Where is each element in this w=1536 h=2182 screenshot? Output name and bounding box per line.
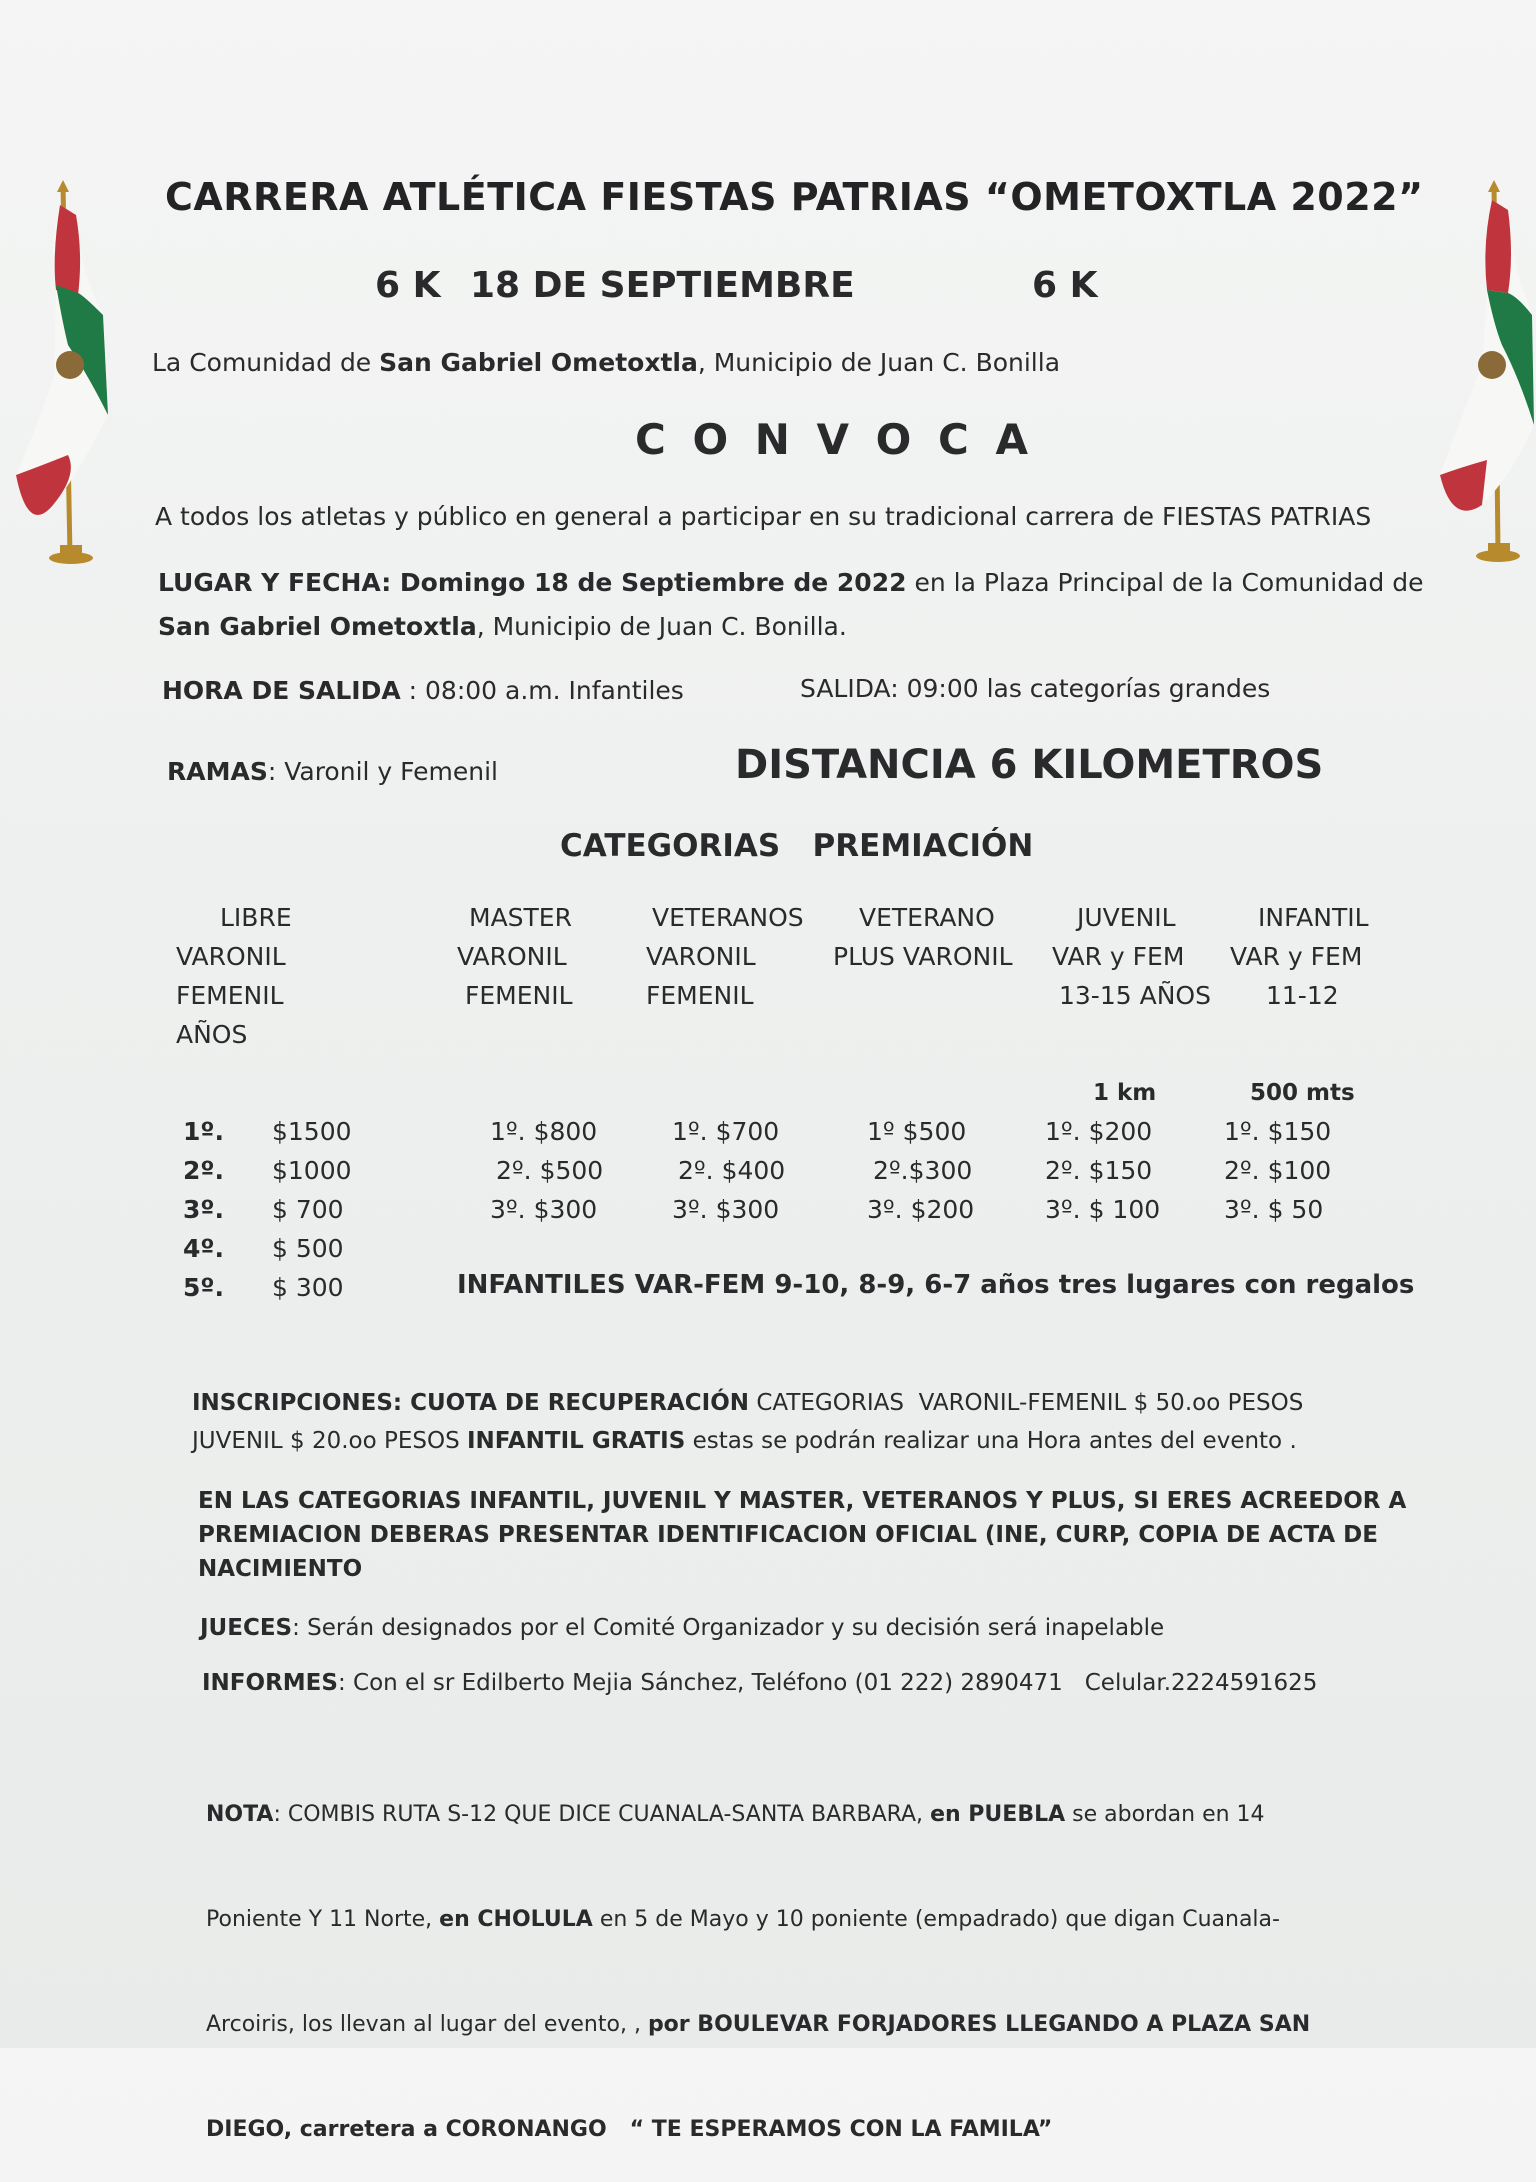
informes-text: : Con el sr Edilberto Mejia Sánchez, Teléfono (01 222) 2890471 Celular.2224591625 [337,1670,1318,1696]
prizes-plus: 1º $500 2º.$300 3º. $200 [867,1117,975,1224]
lugar-rest: en la Plaza Principal de la Comunidad de [906,568,1424,597]
invitation-text: A todos los atletas y público en general a participar en su tradicional carrera de FIESTAS PATRIAS [155,502,1372,531]
category-juvenil: JUVENIL VAR y FEM 13-15 AÑOS [1052,903,1211,1010]
subtitle-date: 18 DE SEPTIEMBRE [470,265,855,306]
ramas-line [167,757,498,786]
informes-label: INFORMES [202,1670,338,1696]
nota-block [206,1727,1310,2182]
mexican-flag-left-icon [8,175,118,565]
page-title: CARRERA ATLÉTICA FIESTAS PATRIAS “OMETOXTLA 2022” [165,175,1424,219]
inscripciones-line-1 [192,1390,1303,1416]
lugar-community: San Gabriel Ometoxtla [158,612,477,641]
mexican-flag-right-icon [1432,175,1536,565]
categorias-title: CATEGORIAS PREMIACIÓN [560,828,1034,864]
infantiles-note: INFANTILES VAR-FEM 9-10, 8-9, 6-7 años tres lugares con regalos [457,1270,1415,1300]
infantil-distance: 500 mts [1250,1080,1355,1106]
lugar-line-1: LUGAR Y FECHA: Domingo 18 de Septiembre de 2022 en la Plaza Principal de la Comunidad de [158,568,1424,597]
jueces-label: JUECES [200,1615,293,1641]
inscripciones-text-2: estas se podrán realizar una Hora antes del evento . [685,1428,1297,1454]
lugar-date: Domingo 18 de Septiembre de 2022 [399,568,907,597]
jueces-line [200,1615,1164,1641]
subtitle-right-distance: 6 K [1032,265,1098,306]
prizes-juvenil: 1º. $200 2º. $150 3º. $ 100 [1045,1117,1161,1224]
category-libre: LIBRE VARONIL FEMENIL AÑOS [176,903,292,1049]
prizes-infantil: 1º. $150 2º. $100 3º. $ 50 [1224,1117,1332,1224]
subtitle-left-distance: 6 K [375,265,441,306]
inscripciones-text-1: CATEGORIAS VARONIL-FEMENIL $ 50.oo PESOS [749,1390,1304,1416]
prizes-libre-amounts: $1500 $1000 $ 700 $ 500 $ 300 [272,1117,352,1302]
community-prefix: La Comunidad de [152,348,380,377]
nota-line-2: Poniente Y 11 Norte, en CHOLULA en 5 de Mayo y 10 poniente (empadrado) que digan Cuanala- [206,1907,1280,1932]
inscripciones-gratis: INFANTIL GRATIS [467,1428,686,1454]
hora-label: HORA DE SALIDA [162,676,401,705]
inscripciones-label: INSCRIPCIONES: CUOTA DE RECUPERACIÓN [192,1390,750,1416]
lugar-line-2 [158,612,847,641]
hora-value: : 08:00 a.m. Infantiles [400,676,684,705]
nota-line-1: NOTA: COMBIS RUTA S-12 QUE DICE CUANALA-SANTA BARBARA, en PUEBLA se abordan en 14 [206,1802,1265,1827]
distancia-heading: DISTANCIA 6 KILOMETROS [735,742,1324,788]
ramas-label: RAMAS [167,757,268,786]
inscripciones-line-2 [192,1428,1297,1454]
lugar-municipio: , Municipio de Juan C. Bonilla. [476,612,847,641]
jueces-text: : Serán designados por el Comité Organizador y su decisión será inapelable [292,1615,1165,1641]
category-veterano-plus: VETERANO PLUS VARONIL [833,903,1013,971]
inscripciones-juvenil: JUVENIL $ 20.oo PESOS [192,1428,467,1454]
juvenil-distance: 1 km [1093,1080,1157,1106]
community-line [152,348,1060,377]
hora-line [162,676,684,705]
nota-line-3: Arcoiris, los llevan al lugar del evento, , por BOULEVAR FORJADORES LLEGANDO A PLAZA SAN [206,2012,1311,2037]
community-name: San Gabriel Ometoxtla [379,348,698,377]
nota-line-4: DIEGO, carretera a CORONANGO “ TE ESPERAMOS CON LA FAMILA” [206,2117,1053,2142]
ramas-value: : Varonil y Femenil [267,757,499,786]
informes-line [202,1670,1317,1696]
category-veteranos: VETERANOS VARONIL FEMENIL [646,903,804,1010]
prizes-veteranos: 1º. $700 2º. $400 3º. $300 [672,1117,786,1224]
convoca-heading: C O N V O C A [635,415,1034,464]
category-master: MASTER VARONIL FEMENIL [457,903,573,1010]
prizes-libre-places: 1º. 2º. 3º. 4º. 5º. [183,1117,224,1302]
prizes-master: 1º. $800 2º. $500 3º. $300 [490,1117,604,1224]
salida-categorias: SALIDA: 09:00 las categorías grandes [800,674,1271,703]
category-infantil: INFANTIL VAR y FEM 11-12 [1230,903,1369,1010]
community-suffix: , Municipio de Juan C. Bonilla [697,348,1061,377]
lugar-label: LUGAR Y FECHA [158,568,382,597]
aviso-block: EN LAS CATEGORIAS INFANTIL, JUVENIL Y MASTER, VETERANOS Y PLUS, SI ERES ACREEDOR A PREMIACION DEBERAS PRESENTAR IDENTIFICACION OFICIAL (INE, CURP, COPIA DE ACTA DE NACIMIENTO [198,1488,1407,1582]
